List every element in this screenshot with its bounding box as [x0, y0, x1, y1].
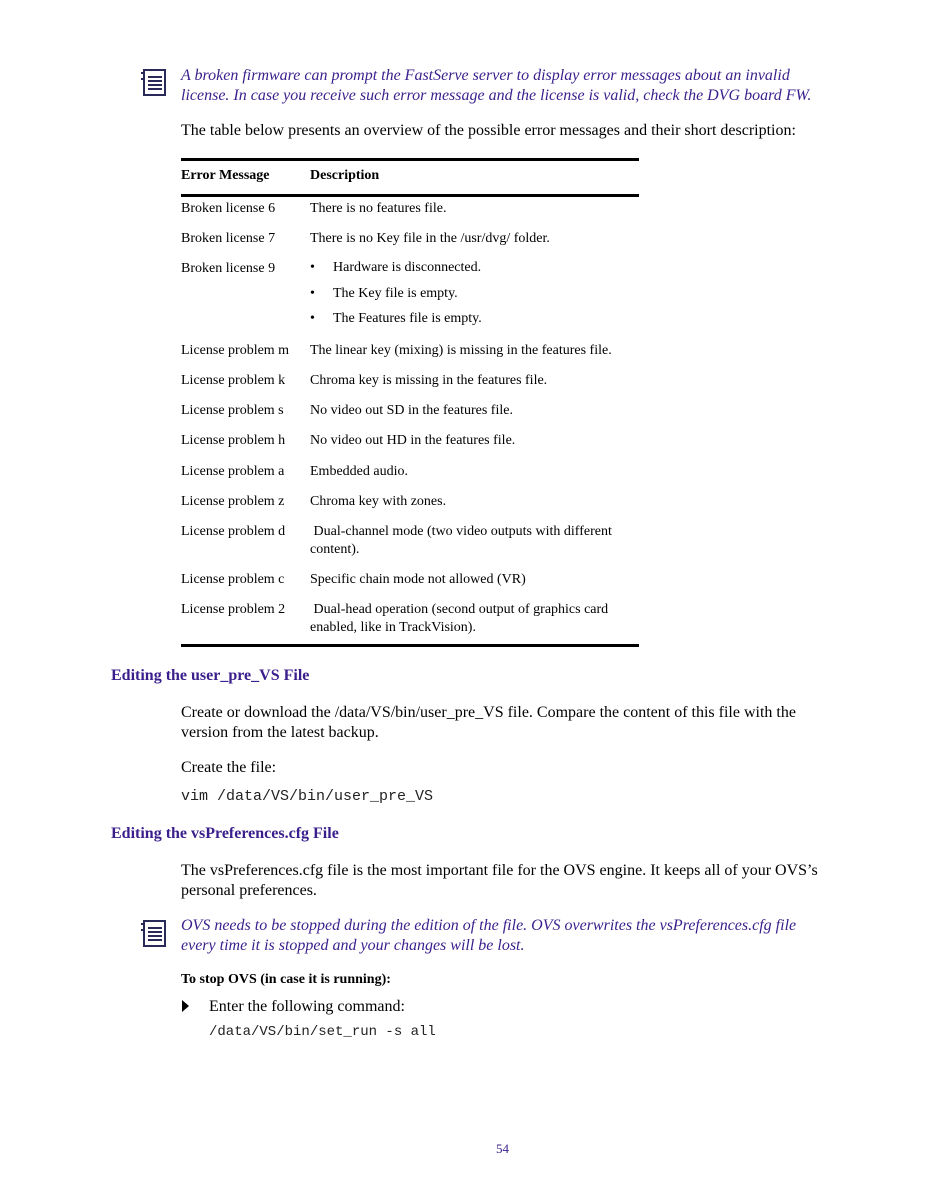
table-cell: Chroma key with zones.: [310, 494, 447, 509]
section2-code: /data/VS/bin/set_run -s all: [209, 1024, 436, 1040]
note-icon: [140, 918, 168, 948]
table-cell: enabled, like in TrackVision).: [310, 620, 476, 635]
table-cell: No video out HD in the features file.: [310, 433, 516, 448]
table-cell: Embedded audio.: [310, 464, 408, 479]
table-bottom-rule: [181, 644, 639, 647]
bullet-icon: •: [310, 311, 315, 326]
table-row: License problem s: [181, 403, 284, 418]
note-1-line1: A broken firmware can prompt the FastServe server to display error messages about an invalid: [181, 67, 790, 84]
bullet-icon: •: [310, 260, 315, 275]
table-row: License problem m: [181, 343, 290, 358]
page-number: 54: [496, 1141, 509, 1156]
table-cell: The linear key (mixing) is missing in the features file.: [310, 343, 612, 358]
note-2-line1: OVS needs to be stopped during the edition of the file. OVS overwrites the vsPreferences.cfg file: [181, 917, 797, 934]
section1-code: vim /data/VS/bin/user_pre_VS: [181, 788, 434, 805]
table-cell: Dual-head operation (second output of graphics card: [310, 602, 609, 617]
step-arrow-icon: [181, 999, 191, 1013]
table-row: License problem k: [181, 373, 286, 388]
table-row: License problem c: [181, 572, 285, 587]
table-cell: content).: [310, 542, 360, 557]
section1-paragraph: [181, 703, 861, 743]
note-1: [181, 66, 841, 106]
section-heading-vspreferences: Editing the vsPreferences.cfg File: [111, 825, 339, 842]
section1-para1-line2: version from the latest backup.: [181, 724, 379, 741]
table-row: License problem h: [181, 433, 286, 448]
section1-para1-line1: Create or download the /data/VS/bin/user_pre_VS file. Compare the content of this file with the: [181, 704, 796, 721]
table-cell: No video out SD in the features file.: [310, 403, 513, 418]
table-row: License problem d: [181, 524, 286, 539]
intro-text: The table below presents an overview of the possible error messages and their short description:: [181, 122, 796, 139]
list-item: The Features file is empty.: [333, 311, 482, 326]
section2-paragraph: [181, 861, 861, 901]
step-text: Enter the following command:: [209, 998, 405, 1015]
section2-para1-line2: personal preferences.: [181, 882, 317, 899]
note-2: [181, 916, 841, 956]
table-top-rule: [181, 158, 639, 161]
table-row: Broken license 7: [181, 231, 276, 246]
bullet-icon: •: [310, 286, 315, 301]
note-icon: [140, 67, 168, 97]
table-row: Broken license 6: [181, 201, 276, 216]
table-row: Broken license 9: [181, 261, 276, 276]
table-header-error-message: Error Message: [181, 168, 270, 183]
table-header-rule: [181, 194, 639, 197]
table-row: License problem a: [181, 464, 285, 479]
table-cell: Specific chain mode not allowed (VR): [310, 572, 526, 587]
list-item: The Key file is empty.: [333, 286, 458, 301]
table-header-description: Description: [310, 168, 380, 183]
table-cell: There is no features file.: [310, 201, 447, 216]
section1-create-file-text: Create the file:: [181, 759, 277, 776]
section-heading-user-pre-vs: Editing the user_pre_VS File: [111, 667, 310, 684]
procedure-title: To stop OVS (in case it is running):: [181, 972, 391, 987]
table-row: License problem 2: [181, 602, 286, 617]
table-cell: Chroma key is missing in the features file.: [310, 373, 548, 388]
note-1-line2: license. In case you receive such error message and the license is valid, check the DVG board FW.: [181, 87, 812, 104]
list-item: Hardware is disconnected.: [333, 260, 482, 275]
section2-para1-line1: The vsPreferences.cfg file is the most important file for the OVS engine. It keeps all of your OVS’s: [181, 862, 818, 879]
note-2-line2: every time it is stopped and your changes will be lost.: [181, 937, 525, 954]
table-row: License problem z: [181, 494, 285, 509]
table-cell: Dual-channel mode (two video outputs with different: [310, 524, 612, 539]
table-cell: There is no Key file in the /usr/dvg/ folder.: [310, 231, 550, 246]
